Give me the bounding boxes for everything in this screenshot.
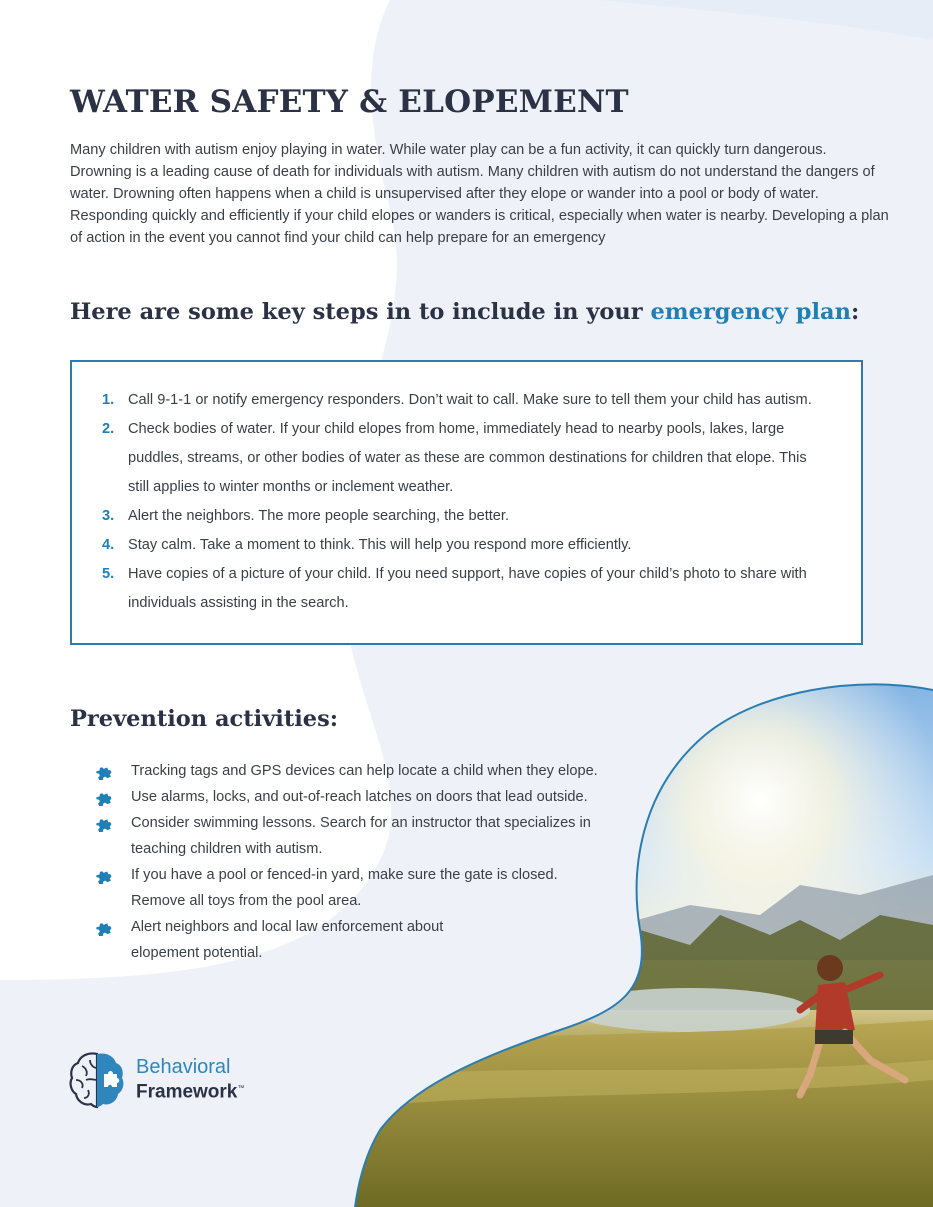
step-number: 3. <box>102 508 115 524</box>
step-text: Have copies of a picture of your child. If you need support, have copies of your child’s photo to share with individuals assisting in the search. <box>128 566 807 611</box>
heading-colon: : <box>850 299 860 325</box>
prevention-item <box>95 758 615 784</box>
puzzle-piece-icon <box>95 920 113 936</box>
step-text: Alert the neighbors. The more people searching, the better. <box>128 508 510 524</box>
prevention-item <box>95 862 615 914</box>
step-item <box>100 502 828 531</box>
prevention-text-cont: teaching children with autism. <box>131 841 323 857</box>
behavioral-framework-logo <box>68 1050 244 1110</box>
intro-paragraph: Many children with autism enjoy playing in water. While water play can be a fun activity, it can quickly turn dangerous. Drowning is a leading cause of death for individuals with autism. Many children with autism do not understand the dangers of water. Drowning often happens when a child is unsupervised after they elope or wander into a pool or body of water. Responding quickly and efficiently if your child elopes or wanders is critical, especially when water is nearby. Developing a plan of action in the event you cannot find your child can help prepare for an emergency <box>70 142 889 246</box>
step-item <box>100 560 828 618</box>
emergency-plan-heading <box>70 299 859 325</box>
emergency-steps-list <box>72 362 861 618</box>
trademark-symbol: ™ <box>237 1085 245 1093</box>
step-item <box>100 415 828 502</box>
logo-word-behavioral: Behavioral <box>136 1056 231 1079</box>
logo-word-framework <box>136 1078 244 1102</box>
emergency-plan-link-text: emergency plan <box>650 299 851 325</box>
prevention-text: Alert neighbors and local law enforcement about <box>131 919 444 935</box>
emergency-plan-box <box>70 360 863 645</box>
step-item <box>100 531 828 560</box>
logo-framework-text: Framework <box>136 1081 238 1103</box>
prevention-text: Tracking tags and GPS devices can help locate a child when they elope. <box>131 763 598 779</box>
prevention-text: Consider swimming lessons. Search for an instructor that specializes in <box>131 815 591 831</box>
puzzle-piece-icon <box>95 790 113 806</box>
step-number: 1. <box>102 392 115 408</box>
step-number: 4. <box>102 537 115 553</box>
prevention-text: If you have a pool or fenced-in yard, make sure the gate is closed. <box>131 867 558 883</box>
prevention-heading: Prevention activities: <box>70 706 339 732</box>
prevention-item <box>95 810 615 862</box>
page-title: WATER SAFETY & ELOPEMENT <box>70 84 629 120</box>
prevention-item <box>95 914 615 966</box>
prevention-list <box>95 758 615 966</box>
step-number: 2. <box>102 421 115 437</box>
puzzle-piece-icon <box>95 868 113 884</box>
step-item <box>100 386 828 415</box>
prevention-text: Use alarms, locks, and out-of-reach latches on doors that lead outside. <box>131 789 588 805</box>
brain-icon <box>68 1050 126 1110</box>
puzzle-piece-icon <box>95 816 113 832</box>
step-number: 5. <box>102 566 115 582</box>
heading-text: Here are some key steps in to include in your <box>70 299 651 325</box>
step-text: Stay calm. Take a moment to think. This will help you respond more efficiently. <box>128 537 632 553</box>
prevention-text-cont: Remove all toys from the pool area. <box>131 893 362 909</box>
step-text: Call 9-1-1 or notify emergency responders. Don’t wait to call. Make sure to tell them your child has autism. <box>128 392 812 408</box>
puzzle-piece-icon <box>95 764 113 780</box>
step-text: Check bodies of water. If your child elopes from home, immediately head to nearby pools, lakes, large puddles, streams, or other bodies of water as these are common destinations for children that elope. This still applies to winter months or inclement weather. <box>128 421 807 495</box>
prevention-item <box>95 784 615 810</box>
prevention-text-cont: elopement potential. <box>131 945 263 961</box>
